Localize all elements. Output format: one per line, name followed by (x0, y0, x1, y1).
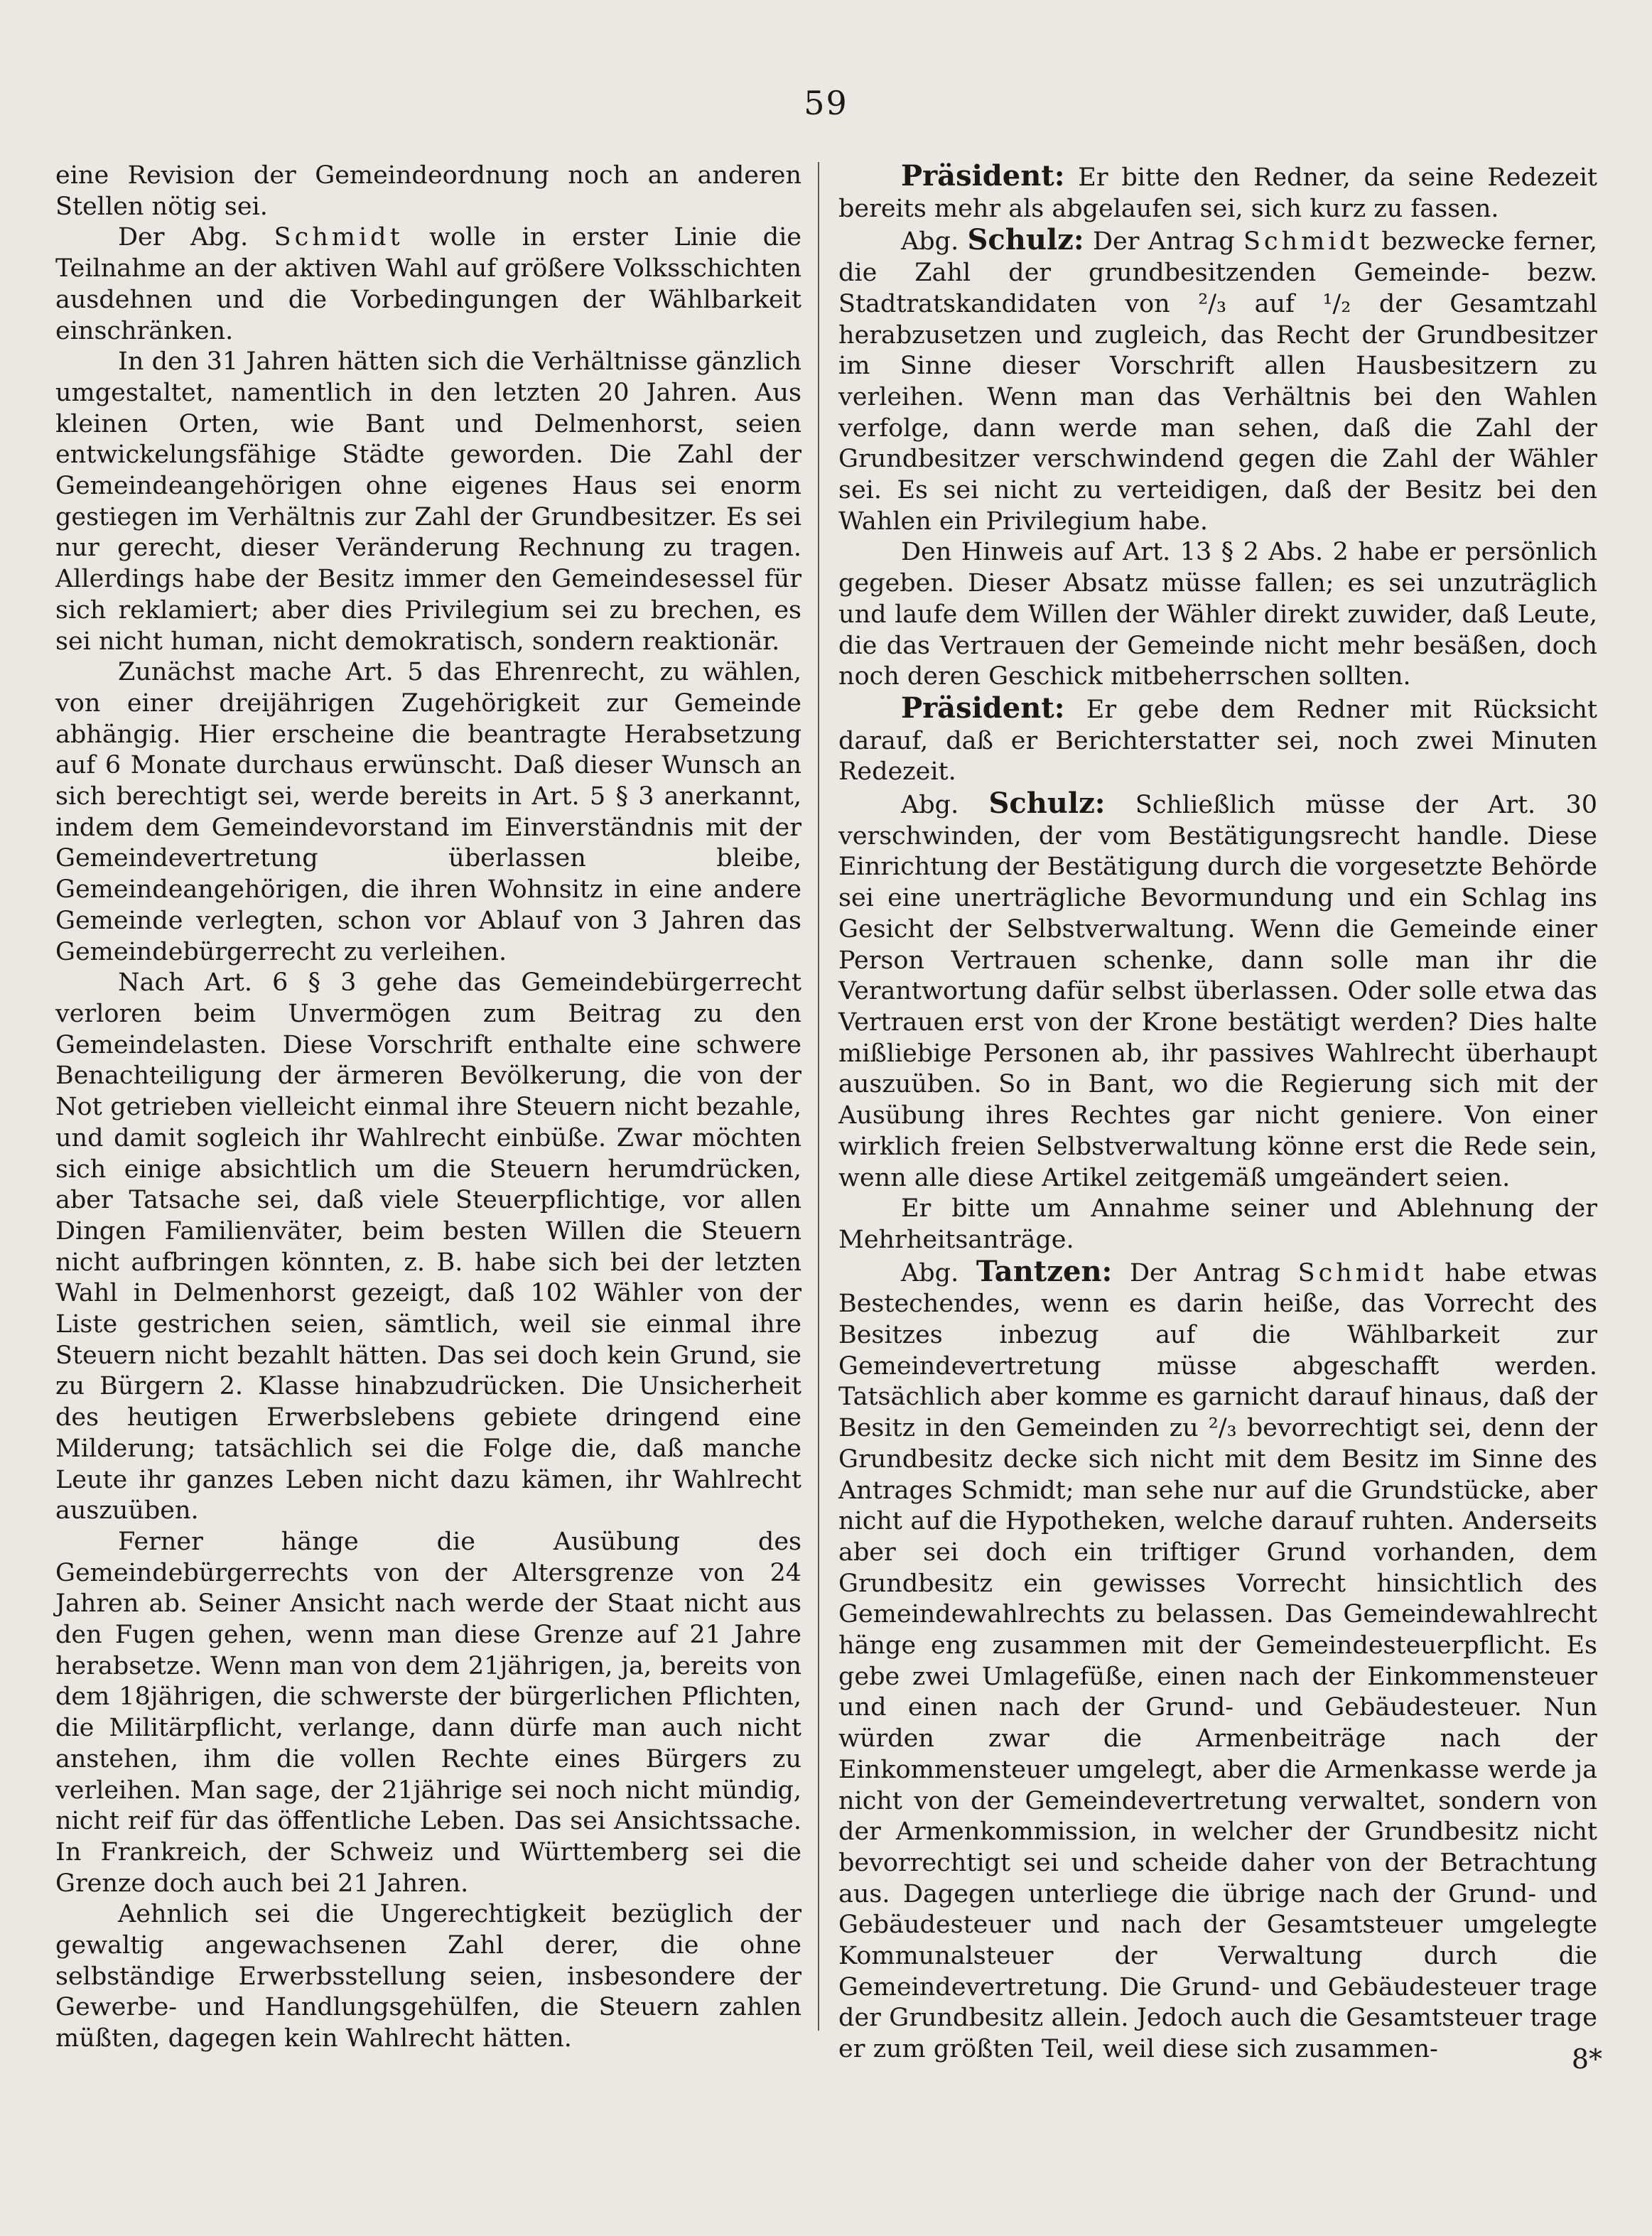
paragraph: Den Hinweis auf Art. 13 § 2 Abs. 2 habe er persönlich gegeben. Dieser Absatz müsse fallen; es sei unzuträglich und laufe dem Willen der Wähler direkt zuwider, daß Leute, die das Vertrauen der Gemeinde nicht mehr besäßen, doch noch deren Geschick mitbeherrschen sollten. (838, 538, 1597, 691)
paragraph: Ferner hänge die Ausübung des Gemeindebürgerrechts von der Altersgrenze von 24 Jahren ab. Seiner Ansicht nach werde der Staat nicht aus den Fugen gehen, wenn man diese Grenze auf 21 Jahre herabsetze. Wenn man von dem 21jährigen, ja, bereits von dem 18jährigen, die schwerste der bürgerlichen Pflichten, die Militärpflicht, verlange, dann dürfe man auch nicht anstehen, ihm die vollen Rechte eines Bürgers zu verleihen. Man sage, der 21jährige sei noch nicht mündig, nicht reif für das öffentliche Leben. Das sei Ansichtssache. In Frankreich, der Schweiz und Württemberg sei die Grenze doch auch bei 21 Jahren. (55, 1527, 801, 1898)
paragraph (838, 1256, 1597, 2065)
paragraph-lead: Der Abg. (118, 223, 274, 252)
left-column (55, 161, 801, 2055)
page-number: 59 (804, 84, 848, 122)
paragraph: Aehnlich sei die Ungerechtigkeit bezüglich der gewaltig angewachsenen Zahl derer, die ohne selbständige Erwerbsstellung seien, insbesondere der Gewerbe- und Handlungsgehülfen, die Steuern zahlen müßten, dagegen kein Wahlrecht hätten. (55, 1900, 801, 2053)
paragraph (838, 693, 1597, 788)
paragraph (838, 225, 1597, 537)
signature-mark: 8* (1571, 2043, 1602, 2075)
right-column (838, 161, 1597, 2065)
paragraph-text: Der Antrag (1112, 1258, 1298, 1287)
member-name: Schmidt (1243, 227, 1373, 256)
paragraph (838, 788, 1597, 1194)
paragraph (838, 161, 1597, 225)
member-name: Schmidt (274, 223, 404, 252)
paragraph-text: bezwecke ferner, die Zahl der grundbesitzenden Gemeinde- bezw. Stadtratskandidaten von ²/₃ auf ¹/₂ der Gesamtzahl herabzusetzen und zugleich, das Recht der Grundbesitzer im Sinne dieser Vorschrift allen Hausbesitzern zu verleihen. Wenn man das Verhältnis bei den Wahlen verfolge, dann werde man sehen, daß die Zahl der Grundbesitzer verschwindend gegen die Zahl der Wähler sei. Es sei nicht zu verteidigen, daß der Besitz bei den Wahlen ein Privilegium habe. (838, 227, 1597, 536)
paragraph-text: Er gebe dem Redner mit Rücksicht darauf, daß er Berichterstatter sei, noch zwei Minuten Redezeit. (838, 695, 1597, 787)
paragraph-text: Schließlich müsse der Art. 30 verschwinden, der vom Bestätigungsrecht handle. Diese Einrichtung der Bestätigung durch die vorgesetzte Behörde sei eine unerträgliche Bevormundung und ein Schlag ins Gesicht der Selbstverwaltung. Wenn die Gemeinde einer Person Vertrauen schenke, dann solle man ihr die Verantwortung dafür selbst überlassen. Oder solle etwa das Vertrauen erst von der Krone bestätigt werden? Dies halte mißliebige Personen ab, ihr passives Wahlrecht überhaupt auszuüben. So in Bant, wo die Regierung sich mit der Ausübung ihres Rechtes gar nicht geniere. Von einer wirklich freien Selbstverwaltung könne erst die Rede sein, wenn alle diese Artikel zeitgemäß umgeändert seien. (838, 791, 1597, 1192)
speaker-name: Präsident: (901, 159, 1065, 193)
paragraph-text: habe etwas Bestechendes, wenn es darin heiße, das Vorrecht des Besitzes inbezug auf die Wählbarkeit zur Gemeindevertretung müsse abgeschafft werden. Tatsächlich aber komme es garnicht darauf hinaus, daß der Besitz in den Gemeinden zu ²/₃ bevorrechtigt sei, denn der Grundbesitz decke sich nicht mit dem Besitz im Sinne des Antrages Schmidt; man sehe nur auf die Grundstücke, aber nicht auf die Hypotheken, welche darauf ruhten. Anderseits aber sei doch ein triftiger Grund vorhanden, dem Grundbesitz ein gewisses Vorrecht hinsichtlich des Gemeindewahlrechts zu belassen. Das Gemeindewahlrecht hänge eng zusammen mit der Gemeindesteuerpflicht. Es gebe zwei Umlagefüße, einen nach der Einkommensteuer und einen nach der Grund- und Gebäudesteuer. Nun würden zwar die Armenbeiträge nach der Einkommensteuer umgelegt, aber die Armenkasse werde ja nicht von der Gemeindevertretung verwaltet, sondern von der Armenkommission, in welcher der Grundbesitz nicht bevorrechtigt sei und scheide daher von der Betrachtung aus. Dagegen unterliege die übrige nach der Grund- und Gebäudesteuer und nach der Gesamtsteuer umgelegte Kommunalsteuer der Verwaltung durch die Gemeindevertretung. Die Grund- und Gebäudesteuer trage der Grundbesitz allein. Jedoch auch die Gesamtsteuer trage er zum größten Teil, weil diese sich zusammen- (838, 1258, 1597, 2064)
paragraph: eine Revision der Gemeindeordnung noch an anderen Stellen nötig sei. (55, 161, 801, 221)
speaker-name: Tantzen: (976, 1254, 1113, 1288)
paragraph-lead: Abg. (901, 1258, 976, 1287)
speaker-name: Präsident: (901, 691, 1065, 725)
column-divider (818, 162, 819, 2031)
paragraph-lead: Abg. (901, 227, 968, 256)
paragraph-lead: Abg. (901, 791, 989, 820)
paragraph: Er bitte um Annahme seiner und Ablehnung der Mehrheitsanträge. (838, 1194, 1597, 1254)
paragraph: Zunächst mache Art. 5 das Ehrenrecht, zu wählen, von einer dreijährigen Zugehörigkeit zur Gemeinde abhängig. Hier erscheine die beantragte Herabsetzung auf 6 Monate durchaus erwünscht. Daß dieser Wunsch an sich berechtigt sei, werde bereits in Art. 5 § 3 anerkannt, indem dem Gemeindevorstand im Einverständnis mit der Gemeindevertretung überlassen bleibe, Gemeindeangehörigen, die ihren Wohnsitz in eine andere Gemeinde verlegten, schon vor Ablauf von 3 Jahren das Gemeindebürgerrecht zu verleihen. (55, 658, 801, 966)
paragraph (55, 222, 801, 347)
speaker-name: Schulz: (988, 787, 1106, 821)
paragraph: In den 31 Jahren hätten sich die Verhältnisse gänzlich umgestaltet, namentlich in den letzten 20 Jahren. Aus kleinen Orten, wie Bant und Delmenhorst, seien entwickelungsfähige Städte geworden. Die Zahl der Gemeindeangehörigen ohne eigenes Haus sei enorm gestiegen im Verhältnis zur Zahl der Grundbesitzer. Es sei nur gerecht, dieser Veränderung Rechnung zu tragen. Allerdings habe der Besitz immer den Gemeindesessel für sich reklamiert; aber dies Privilegium sei zu brechen, es sei nicht human, nicht demokratisch, sondern reaktionär. (55, 347, 801, 656)
paragraph: Nach Art. 6 § 3 gehe das Gemeindebürgerrecht verloren beim Unvermögen zum Beitrag zu den Gemeindelasten. Diese Vorschrift enthalte eine schwere Benachteiligung der ärmeren Bevölkerung, die von der Not getrieben vielleicht einmal ihre Steuern nicht bezahle, und damit sogleich ihr Wahlrecht einbüße. Zwar möchten sich einige absichtlich um die Steuern herumdrücken, aber Tatsache sei, daß viele Steuerpflichtige, vor allen Dingen Familienväter, beim besten Willen die Steuern nicht aufbringen könnten, z. B. habe sich bei der letzten Wahl in Delmenhorst gezeigt, daß 102 Wähler von der Liste gestrichen seien, sämtlich, weil sie einmal ihre Steuern nicht bezahlt hätten. Das sei doch kein Grund, sie zu Bürgern 2. Klasse hinabzudrücken. Die Unsicherheit des heutigen Erwerbslebens gebiete dringend eine Milderung; tatsächlich sei die Folge die, daß manche Leute ihr ganzes Leben nicht dazu kämen, ihr Wahlrecht auszuüben. (55, 968, 801, 1525)
paragraph-text: Der Antrag (1084, 227, 1243, 256)
paragraph-text: Er bitte den Redner, da seine Redezeit bereits mehr als abgelaufen sei, sich kurz zu fassen. (838, 163, 1597, 223)
speaker-name: Schulz: (967, 223, 1084, 257)
member-name: Schmidt (1297, 1258, 1427, 1287)
paragraph-text: wolle in erster Linie die Teilnahme an der aktiven Wahl auf größere Volksschichten ausdehnen und die Vorbedingungen der Wählbarkeit einschränken. (55, 223, 802, 345)
